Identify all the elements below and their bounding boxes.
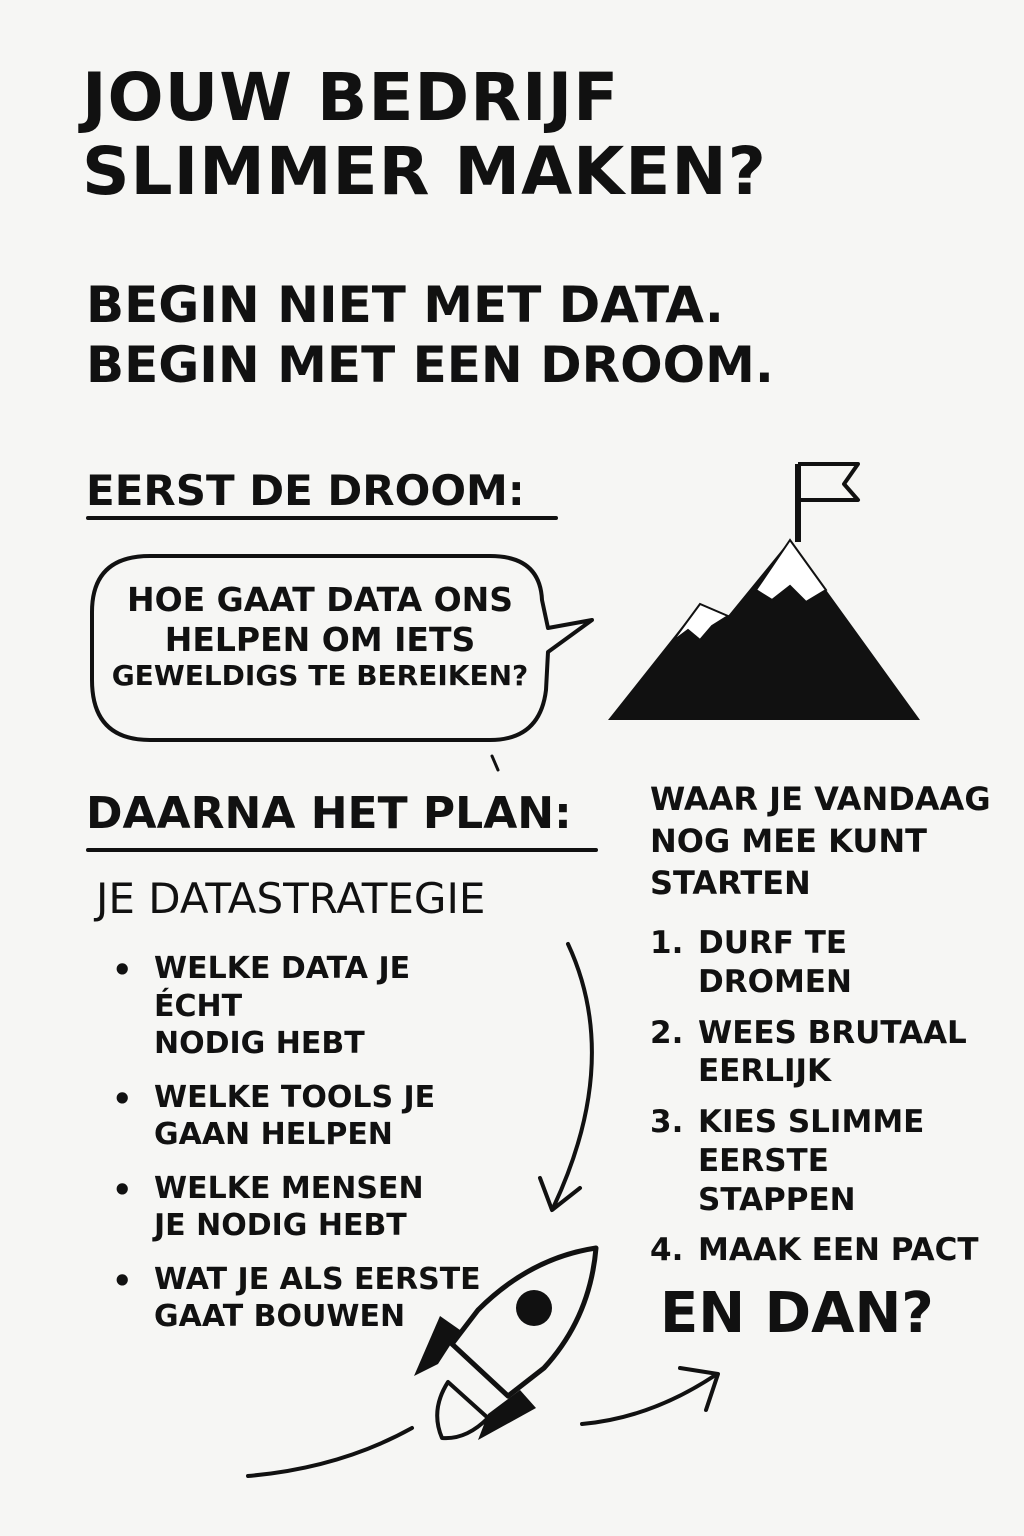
bullet-line: GAAN HELPEN — [154, 1117, 393, 1152]
step-number: 4. — [650, 1232, 684, 1269]
start-heading-line-3: STARTEN — [650, 864, 811, 903]
steps-list — [650, 924, 980, 1282]
step-number: 2. — [650, 1014, 684, 1051]
step-number: 1. — [650, 925, 684, 961]
bullet-line: GAAT BOUWEN — [154, 1299, 406, 1334]
plan-heading: DAARNA HET PLAN: — [86, 788, 572, 839]
dream-heading: EERST DE DROOM: — [86, 466, 525, 515]
subtitle-line-2: BEGIN MET EEN DROOM. — [86, 336, 774, 394]
list-item — [650, 1103, 980, 1219]
title-line-2: SLIMMER MAKEN? — [82, 133, 767, 210]
list-item — [112, 950, 492, 1063]
mountain-flag-icon — [608, 464, 920, 720]
plan-underline — [86, 848, 598, 852]
step-line: EERSTE STAPPEN — [698, 1142, 856, 1218]
bubble-line-2: HELPEN OM IETS — [164, 619, 476, 659]
plan-bullet-list — [112, 950, 492, 1352]
list-item — [650, 1231, 980, 1270]
step-line: DURF TE — [698, 925, 848, 961]
ending-question: EN DAN? — [660, 1281, 934, 1346]
step-line: DROMEN — [698, 963, 852, 1000]
bubble-text — [100, 580, 540, 693]
curved-arrow-icon — [540, 944, 592, 1210]
step-line: KIES SLIMME — [698, 1104, 925, 1140]
bubble-line-3: GEWELDIGS TE BEREIKEN? — [111, 659, 529, 693]
bullet-line: • WELKE MENSEN — [154, 1170, 424, 1206]
subtitle-line-1: BEGIN NIET MET DATA. — [86, 276, 724, 334]
list-item — [112, 1261, 492, 1336]
list-item — [650, 1014, 980, 1092]
start-heading-line-2: NOG MEE KUNT — [650, 822, 927, 861]
list-item — [112, 1170, 492, 1245]
bullet-line: • WELKE DATA JE ÉCHT — [154, 951, 411, 1024]
bubble-line-1: HOE GAAT DATA ONS — [126, 580, 514, 619]
list-item — [650, 924, 980, 1002]
list-item — [112, 1079, 492, 1154]
bullet-line: JE NODIG HEBT — [154, 1208, 407, 1243]
bullet-line: NODIG HEBT — [154, 1026, 365, 1061]
start-heading-line-1: WAAR JE VANDAAG — [650, 780, 991, 818]
title-line-1: JOUW BEDRIJF — [82, 59, 620, 136]
plan-subheading: JE DATASTRATEGIE — [96, 874, 486, 923]
page-title — [82, 59, 767, 210]
dream-underline — [86, 516, 558, 520]
step-line: EERLIJK — [698, 1053, 832, 1090]
bullet-line: • WAT JE ALS EERSTE — [154, 1261, 481, 1297]
bullet-line: • WELKE TOOLS JE — [154, 1079, 436, 1115]
page-subtitle — [86, 278, 774, 398]
start-heading — [650, 778, 991, 905]
step-number: 3. — [650, 1104, 684, 1140]
step-line: MAAK EEN PACT — [698, 1232, 979, 1269]
arrow-right-icon — [582, 1368, 718, 1424]
step-line: WEES BRUTAAL — [698, 1014, 967, 1051]
